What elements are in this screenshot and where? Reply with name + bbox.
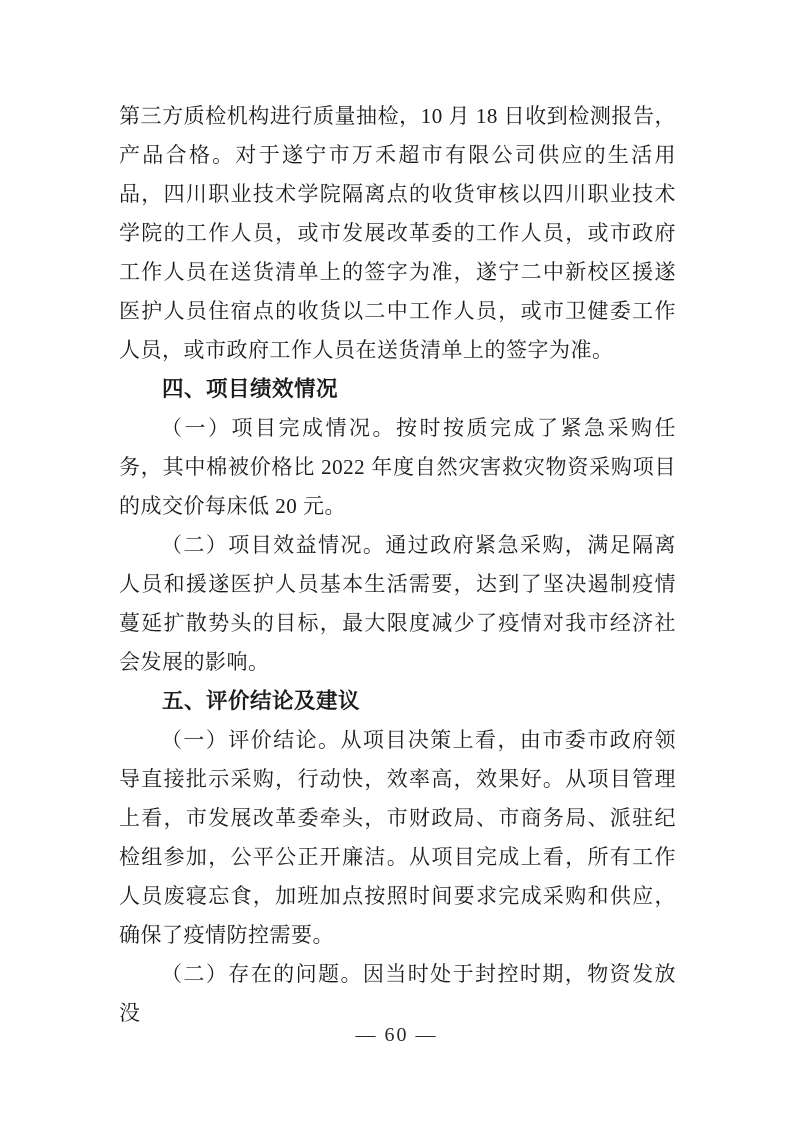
paragraph-continuation-quality-inspection: 第三方质检机构进行质量抽检，10 月 18 日收到检测报告，产品合格。对于遂宁市万禾超市有限公司供应的生活用品，四川职业技术学院隔离点的收货审核以四川职业技术学院的工作人员，或市发展改革委的工作人员，或市政府工作人员在送货清单上的签字为准，遂宁二中新校区援遂医护人员住宿点的收货以二中工作人员，或市卫健委工作人员，或市政府工作人员在送货清单上的签字为准。 <box>119 104 676 362</box>
section-heading-project-performance: 四、项目绩效情况 <box>162 377 339 401</box>
paragraph-project-benefit: （二）项目效益情况。通过政府紧急采购，满足隔离人员和援遂医护人员基本生活需要，达到了坚决遏制疫情蔓延扩散势头的目标，最大限度减少了疫情对我市经济社会发展的影响。 <box>119 533 676 674</box>
paragraph-project-completion: （一）项目完成情况。按时按质完成了紧急采购任务，其中棉被价格比 2022 年度自然灾害救灾物资采购项目的成交价每床低 20 元。 <box>119 416 676 518</box>
page-number: — 60 — <box>355 1024 438 1046</box>
section-heading-evaluation-conclusion: 五、评价结论及建议 <box>162 689 361 713</box>
paragraph-existing-problems: （二）存在的问题。因当时处于封控时期，物资发放没 <box>119 962 676 1025</box>
paragraph-evaluation-conclusion: （一）评价结论。从项目决策上看，由市委市政府领导直接批示采购，行动快，效率高，效果好。从项目管理上看，市发展改革委牵头，市财政局、市商务局、派驻纪检组参加，公平公正开廉洁。从项目完成上看，所有工作人员废寝忘食，加班加点按照时间要求完成采购和供应，确保了疫情防控需要。 <box>119 728 676 947</box>
document-body <box>119 97 676 1033</box>
